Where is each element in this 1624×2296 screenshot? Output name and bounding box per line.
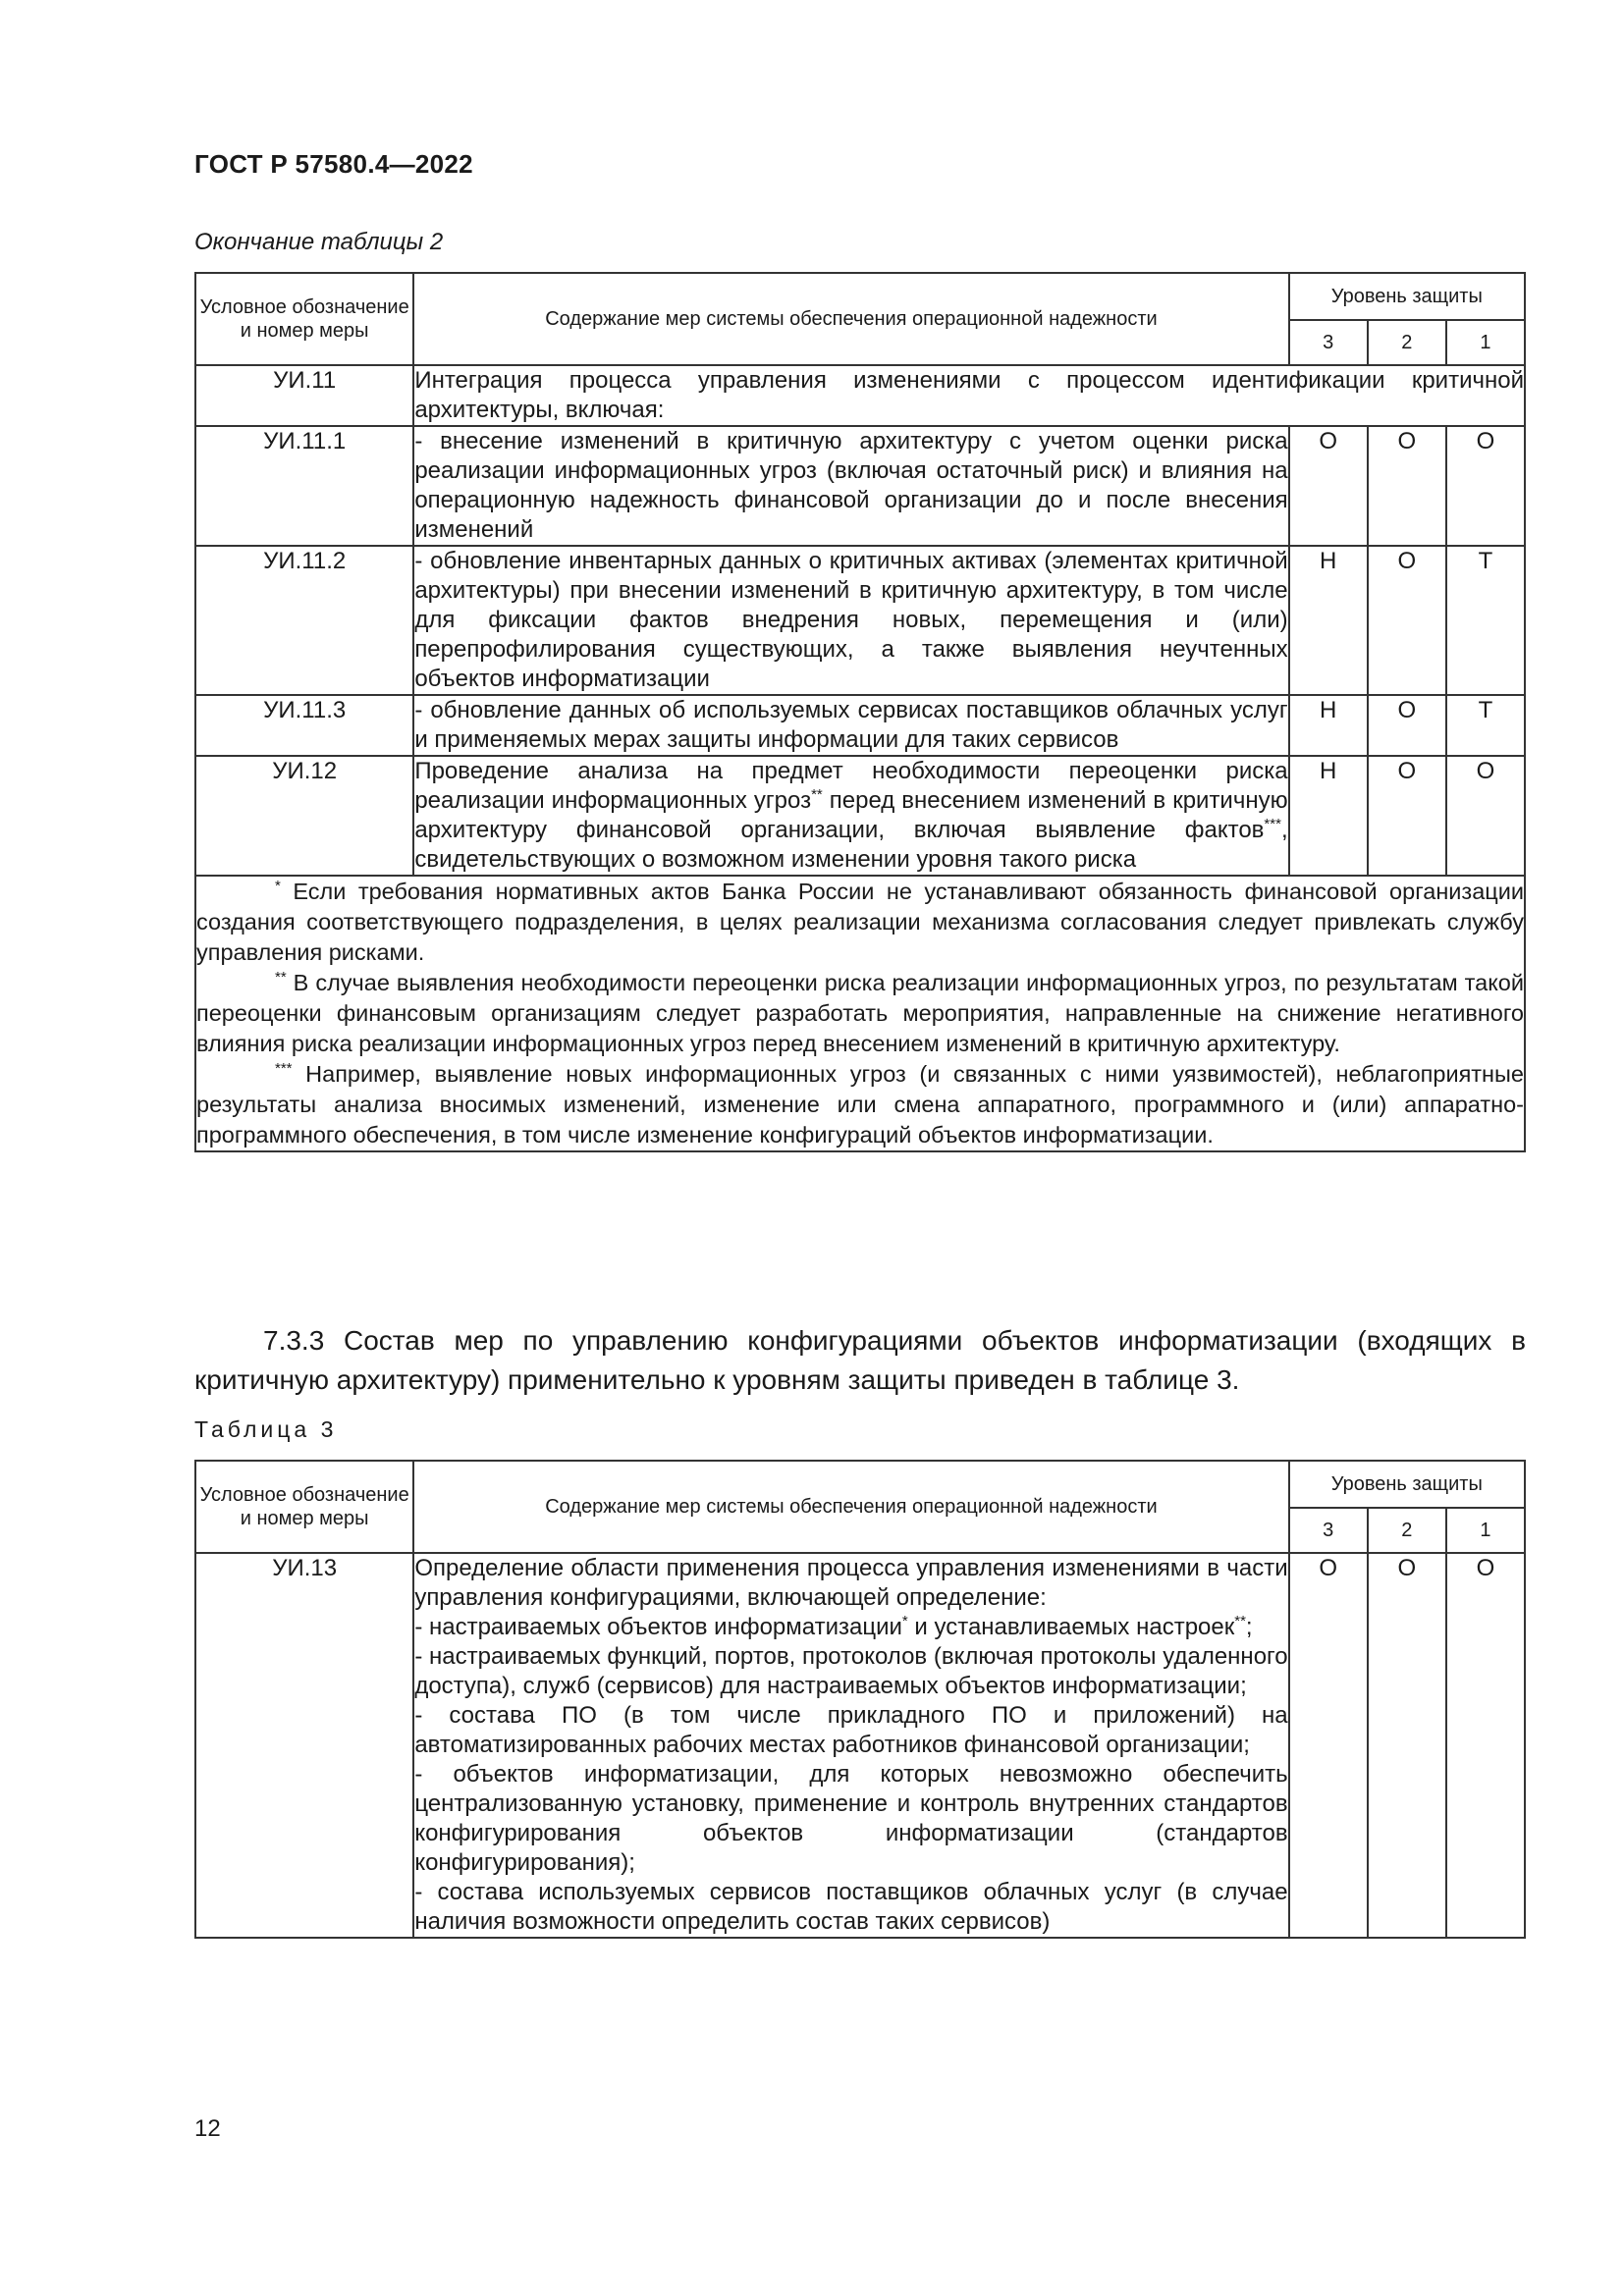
footnote-ref: ***	[1264, 816, 1281, 832]
level-2-value: О	[1368, 1553, 1446, 1938]
level-1-value: Т	[1446, 695, 1525, 756]
list-item: - состава используемых сервисов поставщиков облачных услуг (в случае наличия возможности определить состав таких сервисов)	[414, 1879, 1288, 1935]
col-header-code: Условное обозначение и номер меры	[195, 1461, 413, 1553]
level-3-value: Н	[1289, 756, 1368, 876]
measure-code: УИ.13	[195, 1553, 413, 1938]
level-3-value: Н	[1289, 546, 1368, 695]
level-2-value: О	[1368, 426, 1446, 546]
col-header-content: Содержание мер системы обеспечения операционной надежности	[413, 273, 1288, 365]
table3-caption: Таблица 3	[194, 1416, 338, 1442]
level-3-value: О	[1289, 1553, 1368, 1938]
col-header-level-2: 2	[1368, 320, 1446, 365]
measure-code: УИ.11.1	[195, 426, 413, 546]
level-1-value: Т	[1446, 546, 1525, 695]
col-header-content: Содержание мер системы обеспечения операционной надежности	[413, 1461, 1288, 1553]
document-header: ГОСТ Р 57580.4—2022	[194, 149, 473, 179]
level-2-value: О	[1368, 695, 1446, 756]
footnote-ref: **	[811, 786, 823, 803]
table-2	[194, 272, 1526, 1152]
list-item: - настраиваемых объектов информатизации* и устанавливаемых настроек**;	[414, 1613, 1253, 1640]
table-footnotes	[195, 876, 1525, 1151]
col-header-level-3: 3	[1289, 1508, 1368, 1553]
col-header-level-1: 1	[1446, 320, 1525, 365]
col-header-level-3: 3	[1289, 320, 1368, 365]
measure-intro: Определение области применения процесса управления изменениями в части управления конфигурациями, включающей определение:	[414, 1555, 1288, 1611]
footnote: *** Например, выявление новых информационных угроз (и связанных с ними уязвимостей), неблагоприятные результаты анализа вносимых изменений, изменение или смена аппаратного, программного и (или) аппаратно-программного обеспечения, в том числе изменение конфигураций объектов информатизации.	[196, 1060, 1524, 1148]
body-paragraph: 7.3.3 Состав мер по управлению конфигурациями объектов информатизации (входящих в критичную архитектуру) применительно к уровням защиты приведен в таблице 3.	[194, 1325, 1526, 1395]
measure-code: УИ.11	[195, 365, 413, 426]
col-header-code: Условное обозначение и номер меры	[195, 273, 413, 365]
measure-code: УИ.11.3	[195, 695, 413, 756]
level-3-value: О	[1289, 426, 1368, 546]
measure-content	[413, 1553, 1288, 1938]
level-1-value: О	[1446, 426, 1525, 546]
list-item: - объектов информатизации, для которых невозможно обеспечить централизованную установку, применение и контроль внутренних стандартов конфигурирования объектов информатизации (стандартов конфигурирования);	[414, 1761, 1288, 1876]
measure-content: - внесение изменений в критичную архитектуру с учетом оценки риска реализации информационных угроз (включая остаточный риск) и влияния на операционную надежность финансовой организации до и после внесения изменений	[413, 426, 1288, 546]
page-number: 12	[194, 2115, 221, 2142]
footnotes-row	[195, 876, 1525, 1151]
measure-code: УИ.11.2	[195, 546, 413, 695]
footnote: ** В случае выявления необходимости переоценки риска реализации информационных угроз, по результатам такой переоценки финансовым организациям следует разработать мероприятия, направленные на снижение негативного влияния риска реализации информационных угроз перед внесением изменений в критичную архитектуру.	[196, 969, 1524, 1056]
footnote-ref: *	[901, 1613, 908, 1629]
table-row	[195, 546, 1525, 695]
table2-caption: Окончание таблицы 2	[194, 229, 444, 255]
col-header-level-2: 2	[1368, 1508, 1446, 1553]
level-2-value: О	[1368, 756, 1446, 876]
level-1-value: О	[1446, 756, 1525, 876]
list-item: - состава ПО (в том числе прикладного ПО и приложений) на автоматизированных рабочих местах работников финансовой организации;	[414, 1702, 1288, 1758]
col-header-level: Уровень защиты	[1289, 273, 1525, 320]
measure-content: - обновление инвентарных данных о критичных активах (элементах критичной архитектуры) при внесении изменений в критичную архитектуру, в том числе для фиксации фактов внедрения новых, перемещения и (или) перепрофилирования существующих, а также выявления неучтенных объектов информатизации	[413, 546, 1288, 695]
measure-content: Проведение анализа на предмет необходимости переоценки риска реализации информационных угроз** перед внесением изменений в критичную архитектуру финансовой организации, включая выявление фактов***, свидетельствующих о возможном изменении уровня такого риска	[413, 756, 1288, 876]
table-row	[195, 695, 1525, 756]
table-row	[195, 426, 1525, 546]
col-header-level-1: 1	[1446, 1508, 1525, 1553]
table-row	[195, 365, 1525, 426]
table-row	[195, 756, 1525, 876]
level-1-value: О	[1446, 1553, 1525, 1938]
table-3	[194, 1460, 1526, 1939]
measure-content: Интеграция процесса управления изменениями с процессом идентификации критичной архитектуры, включая:	[413, 365, 1525, 426]
col-header-level: Уровень защиты	[1289, 1461, 1525, 1508]
measure-content: - обновление данных об используемых сервисах поставщиков облачных услуг и применяемых мерах защиты информации для таких сервисов	[413, 695, 1288, 756]
level-2-value: О	[1368, 546, 1446, 695]
level-3-value: Н	[1289, 695, 1368, 756]
list-item: - настраиваемых функций, портов, протоколов (включая протоколы удаленного доступа), служб (сервисов) для настраиваемых объектов информатизации;	[414, 1643, 1288, 1699]
footnote-ref: **	[1234, 1613, 1246, 1629]
footnote: * Если требования нормативных актов Банка России не устанавливают обязанность финансовой организации создания соответствующего подразделения, в целях реализации механизма согласования следует привлекать службу управления рисками.	[196, 878, 1524, 965]
measure-code: УИ.12	[195, 756, 413, 876]
table-row	[195, 1553, 1525, 1938]
